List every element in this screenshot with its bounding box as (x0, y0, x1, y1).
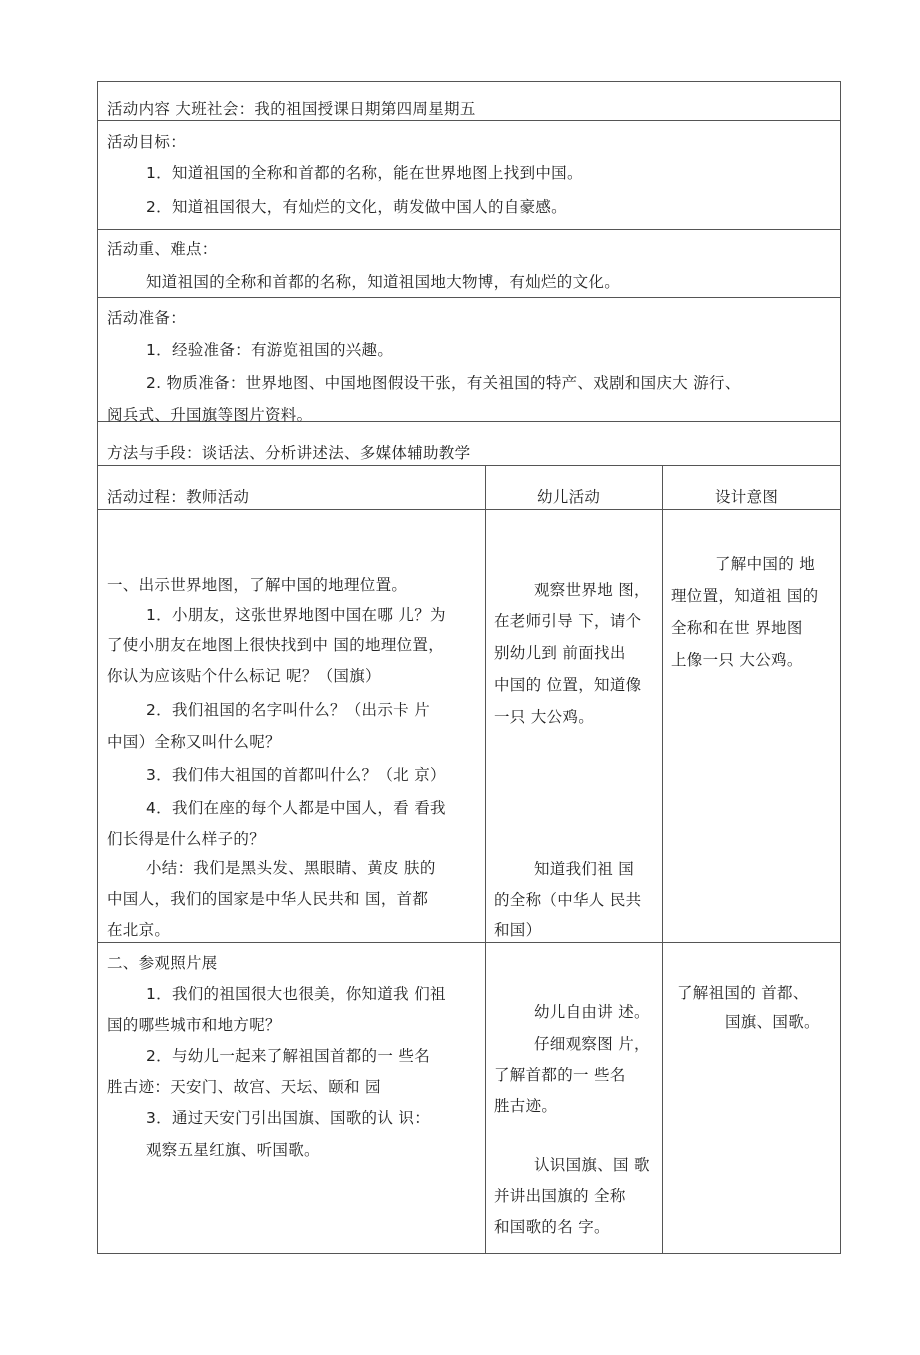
s1-teacher-line: 们长得是什么样子的？ (107, 830, 266, 848)
rule (662, 465, 663, 1254)
s1-teacher-line: 2．我们祖国的名字叫什么？（出示卡 片 (146, 701, 430, 719)
rule (97, 120, 841, 121)
s2-design-line: 了解祖国的 首都、 (677, 984, 809, 1002)
s1-child-line: 中国的 位置，知道像 (494, 676, 642, 694)
s1-child-line: 别幼儿到 前面找出 (494, 644, 626, 662)
preparation-item: 1．经验准备：有游览祖国的兴趣。 (146, 341, 394, 359)
s1-child-line: 观察世界地 图， (534, 581, 650, 599)
preparation-title: 活动准备： (107, 309, 187, 327)
s1-teacher-line: 1．小朋友，这张世界地图中国在哪 儿？为 (146, 606, 446, 624)
s2-teacher-line: 观察五星红旗、听国歌。 (146, 1141, 320, 1159)
s2-child-line: 仔细观察图 片， (534, 1035, 650, 1053)
column-teacher: 活动过程：教师活动 (107, 488, 250, 506)
rule (97, 465, 841, 466)
s1-teacher-line: 中国人，我们的国家是中华人民共和 国，首都 (107, 890, 429, 908)
rule (840, 81, 841, 1254)
s1-design-line: 理位置，知道祖 国的 (671, 587, 819, 605)
rule (97, 229, 841, 230)
s1-design-line: 全称和在世 界地图 (671, 619, 803, 637)
preparation-item: 阅兵式、升国旗等图片资料。 (107, 406, 313, 424)
s2-design-line: 国旗、国歌。 (725, 1013, 820, 1031)
s1-teacher-line: 4．我们在座的每个人都是中国人，看 看我 (146, 799, 446, 817)
s1-teacher-line: 3．我们伟大祖国的首都叫什么？（北 京） (146, 766, 446, 784)
s1-child-line: 一只 大公鸡。 (494, 708, 595, 726)
s2-teacher-line: 国的哪些城市和地方呢？ (107, 1016, 281, 1034)
s1-child-line: 知道我们祖 国 (534, 860, 635, 878)
s1-teacher-line: 一、出示世界地图，了解中国的地理位置。 (107, 576, 408, 594)
goal-item: 1．知道祖国的全称和首都的名称，能在世界地图上找到中国。 (146, 164, 583, 182)
s2-child-line: 认识国旗、国 歌 (534, 1156, 650, 1174)
s2-teacher-line: 1．我们的祖国很大也很美，你知道我 们祖 (146, 985, 446, 1003)
column-design: 设计意图 (715, 488, 779, 506)
s1-design-line: 了解中国的 地 (715, 555, 816, 573)
s1-teacher-line: 在北京。 (107, 921, 171, 939)
s1-child-line: 和国） (494, 921, 542, 939)
s2-teacher-line: 胜古迹：天安门、故宫、天坛、颐和 园 (107, 1078, 381, 1096)
header-line: 活动内容 大班社会：我的祖国授课日期第四周星期五 (107, 100, 476, 118)
s1-child-line: 的全称（中华人 民共 (494, 891, 642, 909)
key-points-title: 活动重、难点： (107, 240, 218, 258)
rule (97, 81, 841, 82)
s2-child-line: 胜古迹。 (494, 1097, 558, 1115)
s2-child-line: 幼儿自由讲 述。 (534, 1003, 650, 1021)
rule (97, 81, 98, 1254)
s2-child-line: 和国歌的名 字。 (494, 1218, 610, 1236)
s1-teacher-line: 小结：我们是黑头发、黑眼睛、黄皮 肤的 (146, 859, 436, 877)
rule (97, 297, 841, 298)
s1-design-line: 上像一只 大公鸡。 (671, 651, 803, 669)
s2-child-line: 了解首都的一 些名 (494, 1066, 626, 1084)
rule (485, 465, 486, 1254)
goals-title: 活动目标： (107, 133, 187, 151)
preparation-item: 2. 物质准备：世界地图、中国地图假设干张，有关祖国的特产、戏剧和国庆大 游行、 (146, 374, 741, 392)
methods-line: 方法与手段：谈话法、分析讲述法、多媒体辅助教学 (107, 444, 471, 462)
s1-teacher-line: 你认为应该贴个什么标记 呢？（国旗） (107, 667, 381, 685)
key-points-text: 知道祖国的全称和首都的名称，知道祖国地大物博，有灿烂的文化。 (146, 273, 621, 291)
column-child: 幼儿活动 (537, 488, 601, 506)
s1-child-line: 在老师引导 下，请个 (494, 612, 642, 630)
rule (97, 942, 841, 943)
rule (97, 509, 841, 510)
s2-child-line: 并讲出国旗的 全称 (494, 1187, 626, 1205)
s1-teacher-line: 中国）全称又叫什么呢？ (107, 733, 281, 751)
rule (97, 1253, 841, 1254)
s2-teacher-line: 二、参观照片展 (107, 954, 218, 972)
goal-item: 2．知道祖国很大，有灿烂的文化，萌发做中国人的自豪感。 (146, 198, 567, 216)
s1-teacher-line: 了使小朋友在地图上很快找到中 国的地理位置， (107, 636, 445, 654)
s2-teacher-line: 2．与幼儿一起来了解祖国首都的一 些名 (146, 1047, 430, 1065)
s2-teacher-line: 3．通过天安门引出国旗、国歌的认 识： (146, 1109, 430, 1127)
